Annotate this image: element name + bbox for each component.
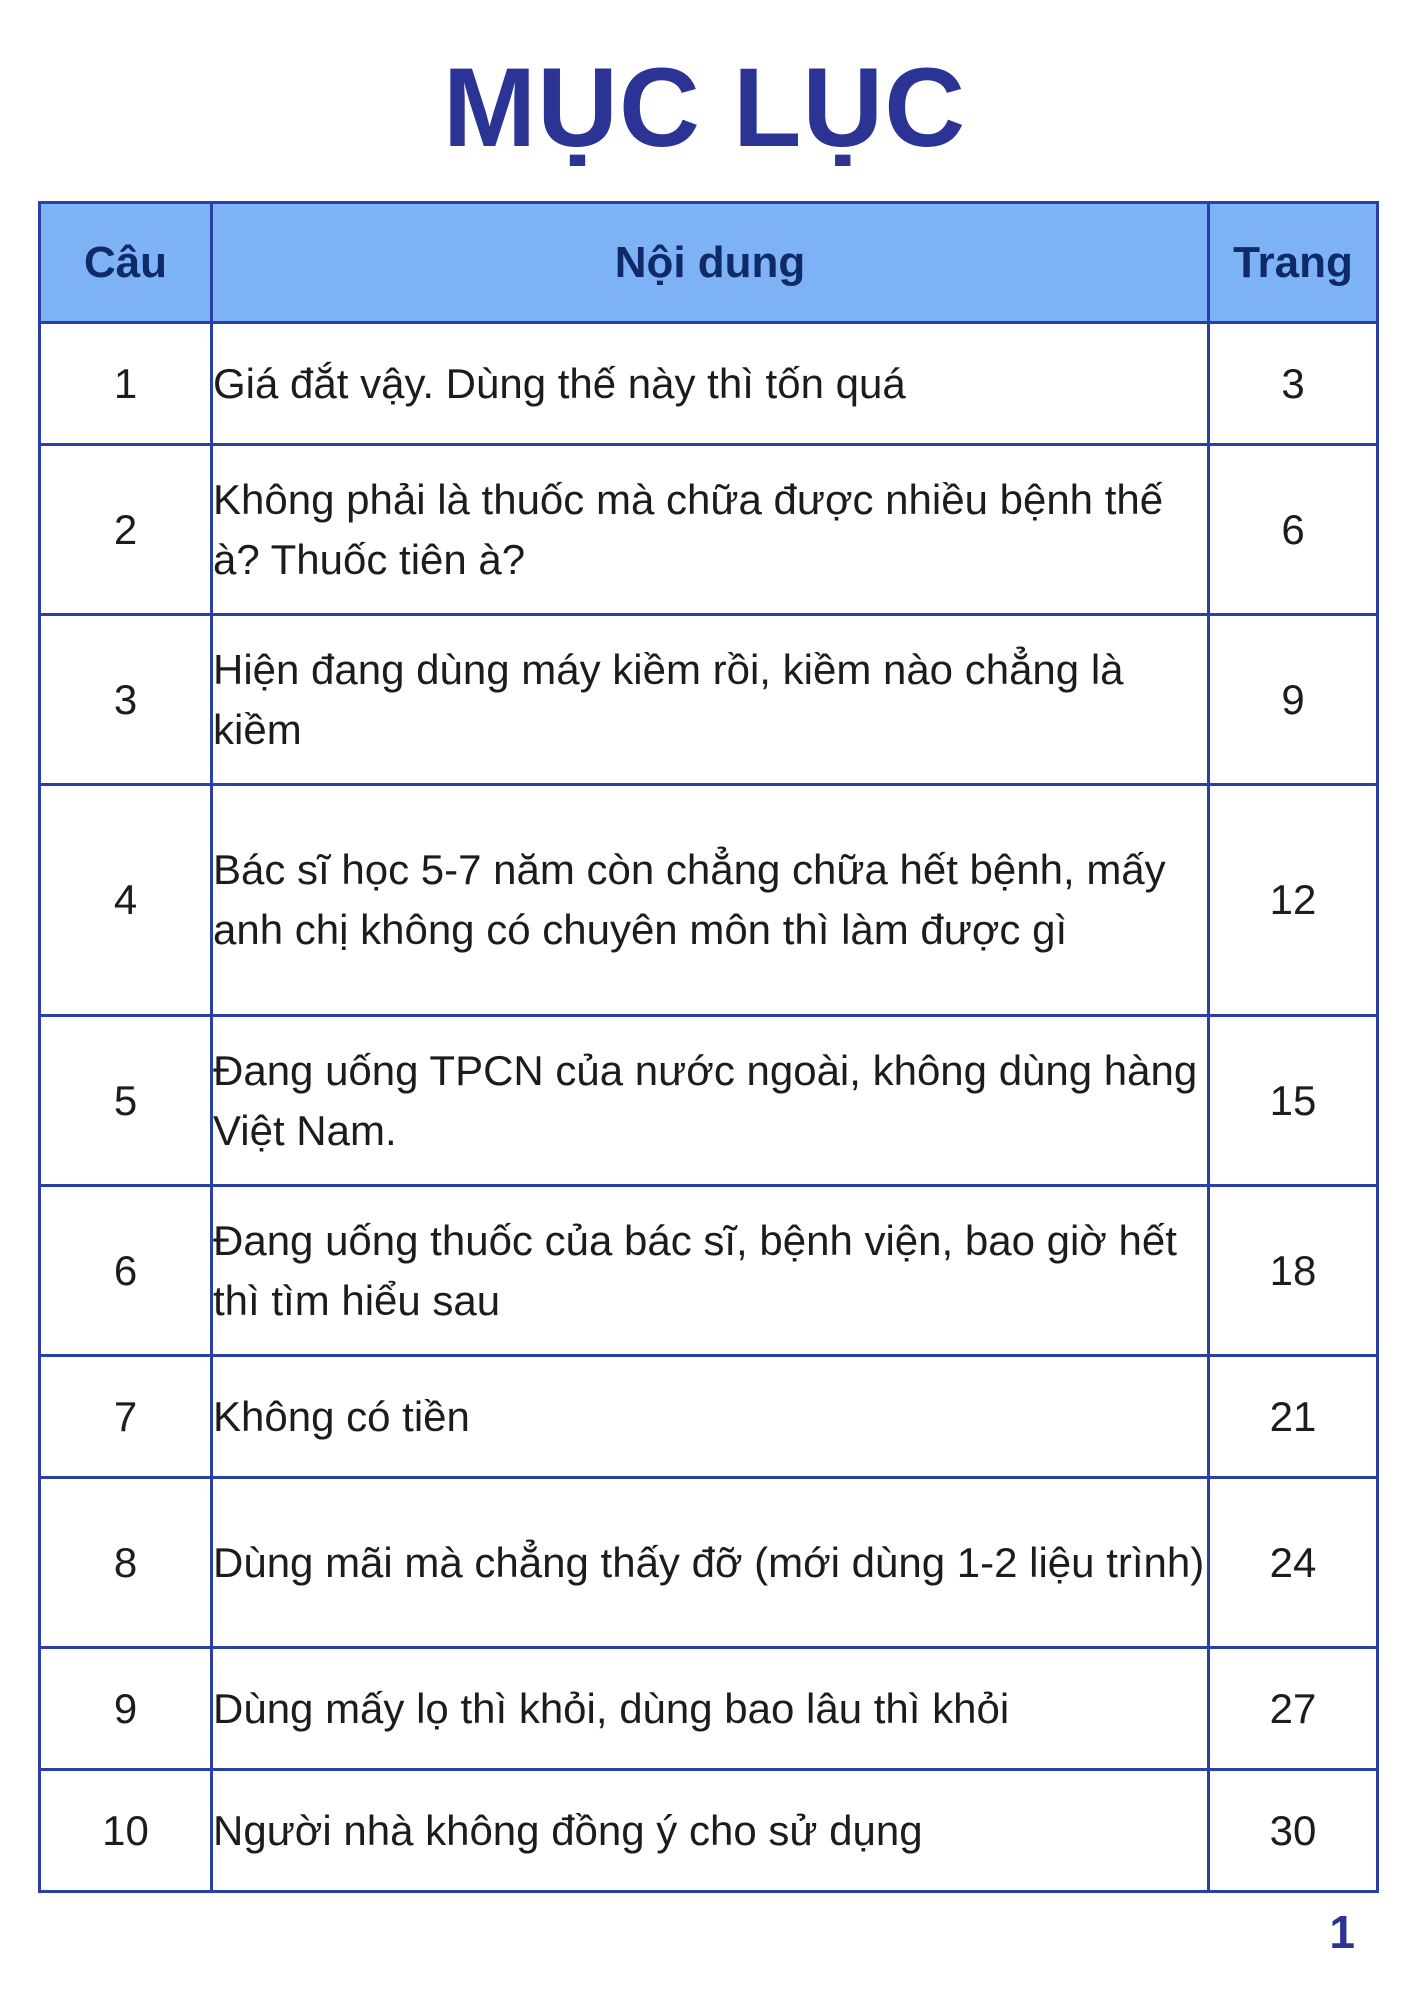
table-row	[40, 1770, 1378, 1892]
table-row	[40, 1016, 1378, 1186]
question-content: Dùng mấy lọ thì khỏi, dùng bao lâu thì khỏi	[212, 1648, 1209, 1770]
page-title: MỤC LỤC	[442, 45, 967, 170]
table-row	[40, 615, 1378, 785]
question-number: 8	[40, 1478, 212, 1648]
question-number: 2	[40, 445, 212, 615]
question-number: 4	[40, 785, 212, 1016]
question-content: Không có tiền	[212, 1356, 1209, 1478]
question-content: Không phải là thuốc mà chữa được nhiều bệnh thế à? Thuốc tiên à?	[212, 445, 1209, 615]
question-number: 5	[40, 1016, 212, 1186]
header-question-number: Câu	[40, 203, 212, 323]
page-reference: 27	[1209, 1648, 1378, 1770]
table-header-row	[40, 203, 1378, 323]
page-reference: 3	[1209, 323, 1378, 445]
table-row	[40, 1356, 1378, 1478]
question-number: 10	[40, 1770, 212, 1892]
question-number: 9	[40, 1648, 212, 1770]
header-page: Trang	[1209, 203, 1378, 323]
question-content: Bác sĩ học 5-7 năm còn chẳng chữa hết bệnh, mấy anh chị không có chuyên môn thì làm được gì	[212, 785, 1209, 1016]
table-of-contents	[38, 201, 1379, 1893]
question-number: 3	[40, 615, 212, 785]
question-number: 7	[40, 1356, 212, 1478]
table-row	[40, 1478, 1378, 1648]
question-content: Người nhà không đồng ý cho sử dụng	[212, 1770, 1209, 1892]
question-content: Dùng mãi mà chẳng thấy đỡ (mới dùng 1-2 liệu trình)	[212, 1478, 1209, 1648]
page-reference: 18	[1209, 1186, 1378, 1356]
page-reference: 24	[1209, 1478, 1378, 1648]
page-number: 1	[1329, 1906, 1355, 1958]
table-row	[40, 1648, 1378, 1770]
question-content: Đang uống TPCN của nước ngoài, không dùng hàng Việt Nam.	[212, 1016, 1209, 1186]
page-reference: 6	[1209, 445, 1378, 615]
header-content: Nội dung	[212, 203, 1209, 323]
table-row	[40, 785, 1378, 1016]
question-content: Hiện đang dùng máy kiềm rồi, kiềm nào chẳng là kiềm	[212, 615, 1209, 785]
page-reference: 9	[1209, 615, 1378, 785]
question-number: 1	[40, 323, 212, 445]
page-reference: 30	[1209, 1770, 1378, 1892]
page-reference: 15	[1209, 1016, 1378, 1186]
page-reference: 21	[1209, 1356, 1378, 1478]
question-content: Giá đắt vậy. Dùng thế này thì tốn quá	[212, 323, 1209, 445]
table-row	[40, 323, 1378, 445]
page-reference: 12	[1209, 785, 1378, 1016]
question-content: Đang uống thuốc của bác sĩ, bệnh viện, bao giờ hết thì tìm hiểu sau	[212, 1186, 1209, 1356]
question-number: 6	[40, 1186, 212, 1356]
table-row	[40, 1186, 1378, 1356]
table-row	[40, 445, 1378, 615]
